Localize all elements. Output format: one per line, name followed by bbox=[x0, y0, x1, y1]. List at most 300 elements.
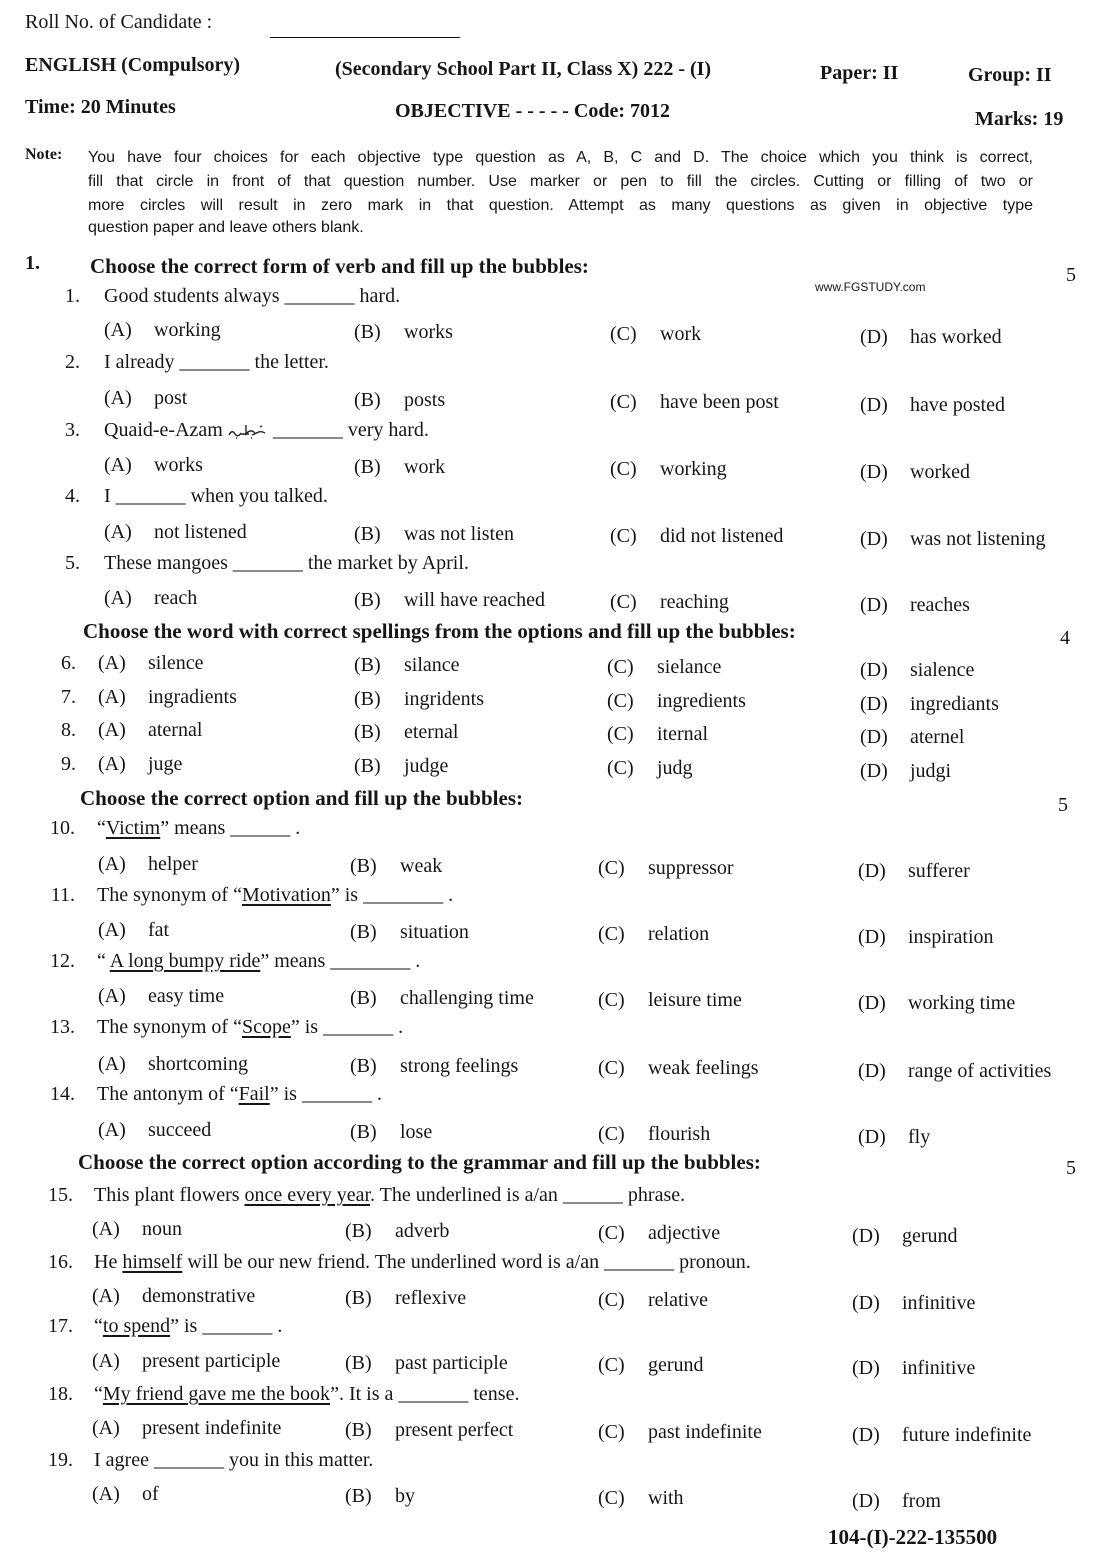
option-text: demonstrative bbox=[142, 1285, 256, 1307]
option-text: working bbox=[660, 458, 727, 480]
option-label: (D) bbox=[860, 394, 888, 416]
option-text: relative bbox=[648, 1289, 708, 1311]
option-a bbox=[104, 454, 203, 476]
option-text: will have reached bbox=[404, 589, 546, 611]
option-d bbox=[860, 528, 1046, 550]
option-b bbox=[350, 855, 442, 877]
option-text: reaches bbox=[910, 594, 970, 616]
question-7 bbox=[0, 686, 1114, 715]
note-line: fill that circle in front of that question number. Use marker or pen to fill the circles. Cutting or filling of two or bbox=[88, 173, 1033, 190]
option-label: (D) bbox=[860, 659, 888, 681]
question-2-options bbox=[0, 387, 1114, 416]
question-12 bbox=[0, 950, 1114, 974]
question-number: 1. bbox=[65, 285, 80, 307]
stem-text: Quaid-e-Azam bbox=[104, 419, 223, 441]
option-b bbox=[354, 523, 514, 545]
option-label: (C) bbox=[598, 1354, 625, 1376]
option-label: (A) bbox=[98, 753, 126, 775]
roll-number-blank-line bbox=[270, 37, 460, 38]
option-text: post bbox=[154, 387, 188, 409]
option-label: (B) bbox=[354, 523, 381, 545]
question-number: 13. bbox=[50, 1016, 75, 1038]
option-text: silance bbox=[404, 654, 460, 676]
option-d bbox=[858, 992, 1015, 1014]
option-label: (A) bbox=[98, 719, 126, 741]
option-text: juge bbox=[148, 753, 183, 775]
question-number: 14. bbox=[50, 1083, 75, 1105]
option-c bbox=[610, 525, 783, 547]
main-question-number: 1. bbox=[25, 252, 40, 274]
option-label: (A) bbox=[92, 1285, 120, 1307]
stem-text: ” is _______ . bbox=[290, 1016, 404, 1038]
section-marks: 5 bbox=[1066, 1157, 1076, 1179]
option-label: (D) bbox=[860, 326, 888, 348]
option-label: (A) bbox=[104, 454, 132, 476]
stem-text: ” means ______ . bbox=[160, 817, 301, 839]
option-label: (A) bbox=[98, 1053, 126, 1075]
stem-text: ” is ________ . bbox=[330, 884, 454, 906]
stem-text: He bbox=[94, 1251, 123, 1273]
option-a bbox=[104, 319, 221, 341]
group-number: Group: II bbox=[968, 64, 1052, 86]
question-18-options bbox=[0, 1417, 1114, 1446]
option-label: (A) bbox=[104, 319, 132, 341]
stem-text: “ bbox=[97, 817, 106, 839]
option-text: adverb bbox=[395, 1220, 450, 1242]
question-stem bbox=[97, 884, 453, 906]
option-label: (A) bbox=[98, 919, 126, 941]
option-text: reaching bbox=[660, 591, 729, 613]
option-label: (C) bbox=[610, 323, 637, 345]
option-text: worked bbox=[910, 461, 970, 483]
option-text: sialence bbox=[910, 659, 975, 681]
option-text: range of activities bbox=[908, 1060, 1052, 1082]
option-text: adjective bbox=[648, 1222, 721, 1244]
option-label: (B) bbox=[354, 321, 381, 343]
stem-text: . The underlined is a/an ______ phrase. bbox=[370, 1184, 686, 1206]
option-a bbox=[98, 753, 182, 775]
option-b bbox=[345, 1485, 415, 1507]
question-15-options bbox=[0, 1218, 1114, 1247]
option-text: lose bbox=[400, 1121, 433, 1143]
option-text: by bbox=[395, 1485, 415, 1507]
stem-text: “ bbox=[94, 1383, 103, 1405]
note-line: You have four choices for each objective type question as A, B, C and D. The choice which you think is correct, bbox=[88, 149, 1033, 166]
option-label: (B) bbox=[354, 755, 381, 777]
option-label: (C) bbox=[598, 923, 625, 945]
option-text: has worked bbox=[910, 326, 1002, 348]
option-a bbox=[92, 1285, 255, 1307]
option-text: past participle bbox=[395, 1352, 508, 1374]
option-text: present perfect bbox=[395, 1419, 514, 1441]
class-info: (Secondary School Part II, Class X) 222 - (I) bbox=[335, 58, 712, 80]
option-label: (C) bbox=[598, 989, 625, 1011]
option-text: working time bbox=[908, 992, 1016, 1014]
option-label: (C) bbox=[598, 1057, 625, 1079]
option-a bbox=[98, 1119, 211, 1141]
option-d bbox=[852, 1357, 975, 1379]
option-text: situation bbox=[400, 921, 469, 943]
option-a bbox=[98, 919, 169, 941]
stem-text: The synonym of “ bbox=[97, 884, 242, 906]
option-text: did not listened bbox=[660, 525, 784, 547]
option-b bbox=[354, 589, 545, 611]
option-text: not listened bbox=[154, 521, 247, 543]
option-a bbox=[104, 521, 247, 543]
option-label: (B) bbox=[350, 1055, 377, 1077]
option-d bbox=[860, 760, 951, 782]
section-marks: 4 bbox=[1060, 627, 1070, 649]
question-1-options bbox=[0, 319, 1114, 348]
option-d bbox=[860, 659, 974, 681]
option-label: (B) bbox=[345, 1220, 372, 1242]
option-text: succeed bbox=[148, 1119, 212, 1141]
option-b bbox=[345, 1352, 508, 1374]
question-16 bbox=[0, 1251, 1114, 1275]
option-label: (D) bbox=[858, 926, 886, 948]
option-b bbox=[350, 1055, 518, 1077]
option-c bbox=[607, 723, 708, 745]
option-label: (B) bbox=[350, 1121, 377, 1143]
option-b bbox=[345, 1287, 466, 1309]
option-text: posts bbox=[404, 389, 446, 411]
option-d bbox=[858, 926, 994, 948]
option-c bbox=[598, 923, 709, 945]
option-label: (A) bbox=[98, 1119, 126, 1141]
question-stem bbox=[94, 1251, 751, 1273]
option-c bbox=[598, 1057, 759, 1079]
option-text: judg bbox=[657, 757, 693, 779]
option-text: judgi bbox=[910, 760, 952, 782]
underlined-term: once every year bbox=[244, 1184, 371, 1206]
stem-text: will be our new friend. The underlined word is a/an _______ pronoun. bbox=[182, 1251, 751, 1273]
option-text: easy time bbox=[148, 985, 225, 1007]
question-number: 18. bbox=[48, 1383, 73, 1405]
option-b bbox=[354, 688, 484, 710]
option-label: (B) bbox=[354, 721, 381, 743]
option-c bbox=[610, 591, 729, 613]
option-b bbox=[350, 921, 469, 943]
option-text: sufferer bbox=[908, 860, 970, 882]
objective-code: OBJECTIVE - - - - - Code: 7012 bbox=[395, 100, 670, 122]
option-label: (B) bbox=[345, 1419, 372, 1441]
question-14-options bbox=[0, 1119, 1114, 1148]
section-marks: 5 bbox=[1066, 264, 1076, 286]
option-text: leisure time bbox=[648, 989, 742, 1011]
option-label: (B) bbox=[350, 921, 377, 943]
option-text: have posted bbox=[910, 394, 1005, 416]
paper-number: Paper: II bbox=[820, 62, 899, 84]
option-b bbox=[354, 755, 448, 777]
question-18 bbox=[0, 1383, 1114, 1407]
option-d bbox=[860, 693, 999, 715]
roll-number-label: Roll No. of Candidate : bbox=[25, 11, 213, 33]
option-a bbox=[104, 387, 187, 409]
option-label: (A) bbox=[92, 1218, 120, 1240]
option-label: (A) bbox=[98, 985, 126, 1007]
option-text: suppressor bbox=[648, 857, 734, 879]
option-d bbox=[852, 1424, 1031, 1446]
option-d bbox=[852, 1292, 975, 1314]
option-c bbox=[610, 391, 779, 413]
stem-text: ”. It is a _______ tense. bbox=[330, 1383, 520, 1405]
section-title: Choose the correct option and fill up the bubbles: bbox=[80, 786, 523, 810]
option-d bbox=[858, 1126, 930, 1148]
option-label: (D) bbox=[860, 693, 888, 715]
option-d bbox=[852, 1225, 958, 1247]
option-a bbox=[98, 985, 224, 1007]
option-text: future indefinite bbox=[902, 1424, 1032, 1446]
option-text: aternel bbox=[910, 726, 965, 748]
question-number: 9. bbox=[61, 753, 76, 775]
option-text: eternal bbox=[404, 721, 459, 743]
question-17-options bbox=[0, 1350, 1114, 1379]
option-text: weak bbox=[400, 855, 443, 877]
option-d bbox=[860, 726, 964, 748]
option-c bbox=[598, 1222, 720, 1244]
option-text: helper bbox=[148, 853, 198, 875]
option-label: (A) bbox=[104, 387, 132, 409]
underlined-term: Victim bbox=[105, 817, 161, 839]
option-text: gerund bbox=[648, 1354, 704, 1376]
option-label: (C) bbox=[598, 1487, 625, 1509]
option-label: (D) bbox=[852, 1424, 880, 1446]
underlined-term: Motivation bbox=[241, 884, 331, 906]
option-label: (C) bbox=[598, 1222, 625, 1244]
question-number: 12. bbox=[50, 950, 75, 972]
stem-text: _______ very hard. bbox=[272, 419, 429, 441]
underlined-term: Fail bbox=[238, 1083, 270, 1105]
option-text: challenging time bbox=[400, 987, 534, 1009]
option-label: (C) bbox=[610, 525, 637, 547]
option-label: (B) bbox=[345, 1352, 372, 1374]
option-d bbox=[860, 461, 970, 483]
option-d bbox=[858, 1060, 1051, 1082]
option-c bbox=[610, 458, 727, 480]
option-label: (C) bbox=[607, 690, 634, 712]
question-number: 11. bbox=[50, 884, 75, 906]
option-text: reach bbox=[154, 587, 198, 609]
option-label: (B) bbox=[354, 389, 381, 411]
question-4-options bbox=[0, 521, 1114, 550]
stem-text: “ bbox=[97, 950, 110, 972]
option-c bbox=[598, 1354, 704, 1376]
option-text: shortcoming bbox=[148, 1053, 248, 1075]
option-d bbox=[860, 594, 970, 616]
stem-text: The synonym of “ bbox=[97, 1016, 242, 1038]
option-a bbox=[92, 1483, 159, 1505]
option-label: (C) bbox=[598, 857, 625, 879]
question-number: 10. bbox=[50, 817, 75, 839]
question-3 bbox=[0, 419, 1114, 443]
option-label: (C) bbox=[598, 1123, 625, 1145]
option-label: (D) bbox=[852, 1292, 880, 1314]
option-text: weak feelings bbox=[648, 1057, 759, 1079]
question-stem: I already _______ the letter. bbox=[104, 351, 329, 373]
stem-text: ” means ________ . bbox=[260, 950, 421, 972]
option-text: ingredients bbox=[657, 690, 746, 712]
option-text: gerund bbox=[902, 1225, 958, 1247]
option-label: (D) bbox=[858, 1126, 886, 1148]
stem-text: This plant flowers bbox=[94, 1184, 245, 1206]
option-label: (C) bbox=[610, 591, 637, 613]
option-c bbox=[598, 1289, 708, 1311]
question-number: 3. bbox=[65, 419, 80, 441]
option-b bbox=[354, 721, 458, 743]
section-marks: 5 bbox=[1058, 794, 1068, 816]
note-line: question paper and leave others blank. bbox=[88, 219, 364, 236]
section-title: Choose the correct option according to the grammar and fill up the bubbles: bbox=[78, 1150, 761, 1174]
option-label: (B) bbox=[354, 688, 381, 710]
option-c bbox=[598, 989, 742, 1011]
option-text: reflexive bbox=[395, 1287, 467, 1309]
option-label: (D) bbox=[860, 528, 888, 550]
option-label: (B) bbox=[354, 654, 381, 676]
option-c bbox=[607, 757, 693, 779]
question-stem: These mangoes _______ the market by April. bbox=[104, 552, 469, 574]
option-text: present participle bbox=[142, 1350, 281, 1372]
question-5-options bbox=[0, 587, 1114, 616]
stem-text: ” is _______ . bbox=[269, 1083, 382, 1105]
option-a bbox=[104, 587, 197, 609]
question-11 bbox=[0, 884, 1114, 908]
option-b bbox=[354, 321, 453, 343]
option-text: works bbox=[404, 321, 453, 343]
question-2 bbox=[0, 351, 1114, 375]
question-number: 7. bbox=[61, 686, 76, 708]
option-text: of bbox=[142, 1483, 159, 1505]
option-text: working bbox=[154, 319, 221, 341]
option-a bbox=[98, 686, 237, 708]
question-stem bbox=[94, 1383, 519, 1405]
time-allowed: Time: 20 Minutes bbox=[25, 96, 176, 118]
option-text: work bbox=[660, 323, 702, 345]
underlined-term: to spend bbox=[102, 1315, 171, 1337]
option-label: (A) bbox=[104, 521, 132, 543]
option-label: (D) bbox=[852, 1490, 880, 1512]
option-label: (C) bbox=[598, 1421, 625, 1443]
option-text: works bbox=[154, 454, 203, 476]
option-label: (C) bbox=[607, 656, 634, 678]
section-title: Choose the word with correct spellings from the options and fill up the bubbles: bbox=[83, 619, 796, 643]
option-text: present indefinite bbox=[142, 1417, 282, 1439]
question-10-options bbox=[0, 853, 1114, 882]
question-number: 5. bbox=[65, 552, 80, 574]
question-9 bbox=[0, 753, 1114, 782]
option-label: (B) bbox=[350, 855, 377, 877]
option-label: (D) bbox=[858, 1060, 886, 1082]
option-text: fly bbox=[908, 1126, 931, 1148]
option-text: flourish bbox=[648, 1123, 711, 1145]
option-text: with bbox=[648, 1487, 684, 1509]
option-label: (A) bbox=[104, 587, 132, 609]
option-a bbox=[98, 853, 198, 875]
question-number: 6. bbox=[61, 652, 76, 674]
stem-text: The antonym of “ bbox=[97, 1083, 239, 1105]
note-line: more circles will result in zero mark in that question. Attempt as many questions as given in objective type bbox=[88, 197, 1033, 214]
question-8 bbox=[0, 719, 1114, 748]
question-19 bbox=[0, 1449, 1114, 1473]
option-text: work bbox=[404, 456, 446, 478]
option-label: (D) bbox=[852, 1225, 880, 1247]
option-text: noun bbox=[142, 1218, 182, 1240]
option-text: infinitive bbox=[902, 1292, 976, 1314]
option-c bbox=[610, 323, 701, 345]
question-number: 16. bbox=[48, 1251, 73, 1273]
question-1 bbox=[0, 285, 1114, 309]
question-stem bbox=[97, 817, 300, 839]
question-stem: I _______ when you talked. bbox=[104, 485, 328, 507]
option-c bbox=[598, 1487, 684, 1509]
option-label: (D) bbox=[858, 992, 886, 1014]
option-a bbox=[98, 719, 202, 741]
option-a bbox=[98, 652, 204, 674]
option-label: (D) bbox=[858, 860, 886, 882]
option-b bbox=[345, 1419, 513, 1441]
option-text: ingradients bbox=[148, 686, 237, 708]
option-a bbox=[98, 1053, 248, 1075]
option-label: (C) bbox=[607, 757, 634, 779]
website-watermark: www.FGSTUDY.com bbox=[815, 280, 926, 294]
subject-title: ENGLISH (Compulsory) bbox=[25, 54, 241, 76]
option-label: (A) bbox=[98, 853, 126, 875]
option-text: relation bbox=[648, 923, 710, 945]
option-text: inspiration bbox=[908, 926, 994, 948]
option-b bbox=[345, 1220, 449, 1242]
option-label: (A) bbox=[92, 1350, 120, 1372]
option-text: have been post bbox=[660, 391, 779, 413]
question-stem: Good students always _______ hard. bbox=[104, 285, 401, 307]
question-10 bbox=[0, 817, 1114, 841]
option-c bbox=[607, 656, 721, 678]
option-text: from bbox=[902, 1490, 941, 1512]
question-3-options bbox=[0, 454, 1114, 483]
question-stem bbox=[97, 950, 420, 972]
question-number: 15. bbox=[48, 1184, 73, 1206]
option-label: (A) bbox=[92, 1417, 120, 1439]
option-text: iternal bbox=[657, 723, 709, 745]
option-d bbox=[860, 326, 1002, 348]
option-text: was not listen bbox=[404, 523, 514, 545]
option-text: judge bbox=[404, 755, 449, 777]
option-text: fat bbox=[148, 919, 170, 941]
option-b bbox=[354, 456, 445, 478]
option-b bbox=[350, 987, 534, 1009]
option-b bbox=[354, 654, 460, 676]
paper-serial-code: 104-(I)-222-135500 bbox=[828, 1525, 998, 1549]
option-label: (D) bbox=[860, 726, 888, 748]
question-14 bbox=[0, 1083, 1114, 1107]
question-stem bbox=[94, 1184, 685, 1206]
option-d bbox=[858, 860, 970, 882]
underlined-term: himself bbox=[122, 1251, 183, 1273]
question-stem bbox=[94, 1315, 282, 1337]
option-label: (B) bbox=[350, 987, 377, 1009]
option-label: (A) bbox=[98, 686, 126, 708]
option-label: (D) bbox=[860, 461, 888, 483]
question-stem: I agree _______ you in this matter. bbox=[94, 1449, 374, 1471]
question-16-options bbox=[0, 1285, 1114, 1314]
option-text: ingridents bbox=[404, 688, 484, 710]
question-17 bbox=[0, 1315, 1114, 1339]
question-11-options bbox=[0, 919, 1114, 948]
section-title: Choose the correct form of verb and fill up the bubbles: bbox=[90, 254, 589, 278]
option-label: (B) bbox=[345, 1485, 372, 1507]
option-label: (A) bbox=[98, 652, 126, 674]
question-4 bbox=[0, 485, 1114, 509]
option-text: aternal bbox=[148, 719, 203, 741]
question-12-options bbox=[0, 985, 1114, 1014]
